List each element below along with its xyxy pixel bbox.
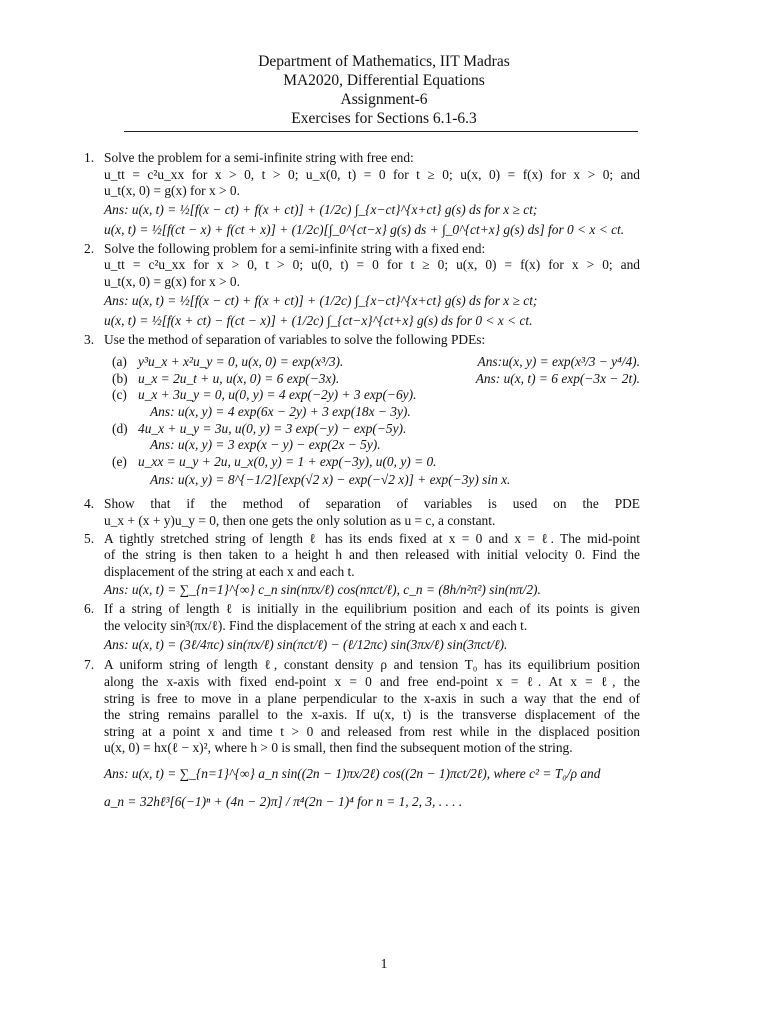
problem-number: 1. — [84, 150, 95, 165]
problem-text: Solve the following problem for a semi-infinite string with a fixed end: — [104, 240, 486, 256]
problem-2 — [84, 241, 640, 331]
problem-3 — [84, 332, 640, 491]
problem-1 — [84, 150, 640, 240]
subproblem-label: (b) — [112, 370, 128, 386]
assignment-title: Assignment-6 — [340, 91, 428, 108]
problem-7 — [84, 657, 640, 813]
subproblem-label: (d) — [112, 420, 128, 436]
answer-line: Ans: u(x, t) = ∑_{n=1}^{∞} c_n sin(nπx/ℓ) cos(nπct/ℓ), c_n = (8h/n²π²) sin(nπ/2). — [104, 582, 541, 598]
problem-text: u(x, 0) = hx(ℓ − x)², where h > 0 is small, then find the subsequent motion of the string. — [104, 740, 573, 756]
sections-title: Exercises for Sections 6.1-6.3 — [291, 110, 477, 127]
problem-text: of the string is then taken to a height h and then released with initial velocity 0. Find the — [104, 547, 640, 563]
subproblem-answer: Ans: u(x, y) = 3 exp(x − y) − exp(2x − 5y). — [150, 437, 381, 453]
problem-text: displacement of the string at each x and each t. — [104, 563, 355, 579]
problem-text: Solve the problem for a semi-infinite string with free end: — [104, 150, 414, 165]
subproblem-equation: 4u_x + u_y = 3u, u(0, y) = 3 exp(−y) − exp(−5y). — [138, 420, 407, 436]
answer-line: Ans: u(x, t) = ½[f(x − ct) + f(x + ct)] + (1/2c) ∫_{x−ct}^{x+ct} g(s) ds for x ≥ ct; — [104, 292, 538, 308]
subproblem-answer: Ans: u(x, y) = 8^{−1/2}[exp(√2 x) − exp(−√2 x)] + exp(−3y) sin x. — [150, 472, 511, 488]
answer-line: Ans: u(x, t) = ½[f(x − ct) + f(x + ct)] + (1/2c) ∫_{x−ct}^{x+ct} g(s) ds for x ≥ ct; — [104, 201, 538, 217]
subproblem-answer: Ans:u(x, y) = exp(x³/3 − y⁴/4). — [477, 354, 640, 370]
problem-equation: u_tt = c²u_xx for x > 0, t > 0; u(0, t) = 0 for t ≥ 0; u(x, 0) = f(x) for x > 0; and — [104, 257, 640, 273]
problem-4 — [84, 496, 640, 529]
subproblem-a — [112, 354, 640, 371]
course-title: MA2020, Differential Equations — [283, 72, 485, 89]
subproblem-list — [112, 354, 640, 490]
subproblem-b — [112, 371, 640, 388]
subproblem-answer: Ans: u(x, y) = 4 exp(6x − 2y) + 3 exp(18x − 3y). — [150, 403, 411, 419]
subproblem-label: (e) — [112, 453, 127, 469]
problem-text: along the x-axis with fixed end-point x = 0 and free end-point x = ℓ. At x = ℓ, the — [104, 674, 640, 690]
header-divider — [124, 131, 638, 132]
problem-text: the velocity sin³(πx/ℓ). Find the displacement of the string at each x and each t. — [104, 617, 528, 633]
answer-line: Ans: u(x, t) = ∑_{n=1}^{∞} a_n sin((2n − 1)πx/2ℓ) cos((2n − 1)πct/2ℓ), where c² = T₀/ρ and — [104, 766, 601, 782]
answer-line: Ans: u(x, t) = (3ℓ/4πc) sin(πx/ℓ) sin(πct/ℓ) − (ℓ/12πc) sin(3πx/ℓ) sin(3πct/ℓ). — [104, 637, 508, 653]
problem-text: Show that if the method of separation of variables is used on the PDE — [104, 496, 640, 512]
problem-number: 7. — [84, 657, 95, 673]
subproblem-equation: y³u_x + x²u_y = 0, u(x, 0) = exp(x³/3). — [138, 354, 344, 370]
problem-number: 2. — [84, 240, 95, 256]
problem-text: string is free to move in a plane perpendicular to the x-axis in such a way that the end of — [104, 690, 640, 706]
subproblem-equation: u_x = 2u_t + u, u(x, 0) = 6 exp(−3x). — [138, 370, 340, 386]
subproblem-equation: u_xx = u_y + 2u, u_x(0, y) = 1 + exp(−3y), u(0, y) = 0. — [138, 453, 437, 469]
problem-number: 4. — [84, 496, 95, 512]
problem-number: 3. — [84, 331, 95, 347]
problem-condition: u_t(x, 0) = g(x) for x > 0. — [104, 273, 240, 289]
subproblem-label: (a) — [112, 354, 127, 370]
problem-text: u_x + (x + y)u_y = 0, then one gets the only solution as u = c, a constant. — [104, 512, 496, 528]
problem-text: the string remains parallel to the x-axis. If u(x, t) is the transverse displacement of the — [104, 707, 640, 723]
problem-text: A tightly stretched string of length ℓ has its ends fixed at x = 0 and x = ℓ. The mid-point — [104, 530, 640, 546]
problem-number: 6. — [84, 601, 95, 617]
answer-line: a_n = 32hℓ³[6(−1)ⁿ + (4n − 2)π] / π⁴(2n − 1)⁴ for n = 1, 2, 3, . . . . — [104, 794, 463, 810]
answer-line: u(x, t) = ½[f(x + ct) − f(ct − x)] + (1/2c) ∫_{ct−x}^{ct+x} g(s) ds for 0 < x < ct. — [104, 312, 533, 328]
page-number: 1 — [380, 957, 388, 972]
problem-6 — [84, 601, 640, 656]
subproblem-d — [112, 421, 640, 454]
subproblem-e — [112, 454, 640, 491]
answer-line: u(x, t) = ½[f(ct − x) + f(ct + x)] + (1/2c)[∫_0^{ct−x} g(s) ds + ∫_0^{ct+x} g(s) ds] for 0 < x < ct. — [104, 221, 625, 237]
problem-list — [84, 150, 640, 814]
problem-equation: u_tt = c²u_xx for x > 0, t > 0; u_x(0, t) = 0 for t ≥ 0; u(x, 0) = f(x) for x > 0; and — [104, 166, 640, 182]
subproblem-label: (c) — [112, 387, 127, 403]
problem-number: 5. — [84, 530, 95, 546]
department-title: Department of Mathematics, IIT Madras — [258, 53, 510, 70]
problem-text: Use the method of separation of variables to solve the following PDEs: — [104, 331, 486, 347]
problem-text: A uniform string of length ℓ, constant density ρ and tension T₀ has its equilibrium position — [104, 657, 640, 673]
subproblem-answer: Ans: u(x, t) = 6 exp(−3x − 2t). — [475, 370, 640, 386]
subproblem-equation: u_x + 3u_y = 0, u(0, y) = 4 exp(−2y) + 3 exp(−6y). — [138, 387, 417, 403]
document-header — [0, 52, 768, 128]
subproblem-c — [112, 387, 640, 420]
problem-condition: u_t(x, 0) = g(x) for x > 0. — [104, 183, 240, 199]
problem-text: If a string of length ℓ is initially in the equilibrium position and each of its points is given — [104, 601, 640, 617]
problem-5 — [84, 531, 640, 601]
problem-text: string at a point x and time t > 0 and released from rest while in the displaced position — [104, 723, 640, 739]
